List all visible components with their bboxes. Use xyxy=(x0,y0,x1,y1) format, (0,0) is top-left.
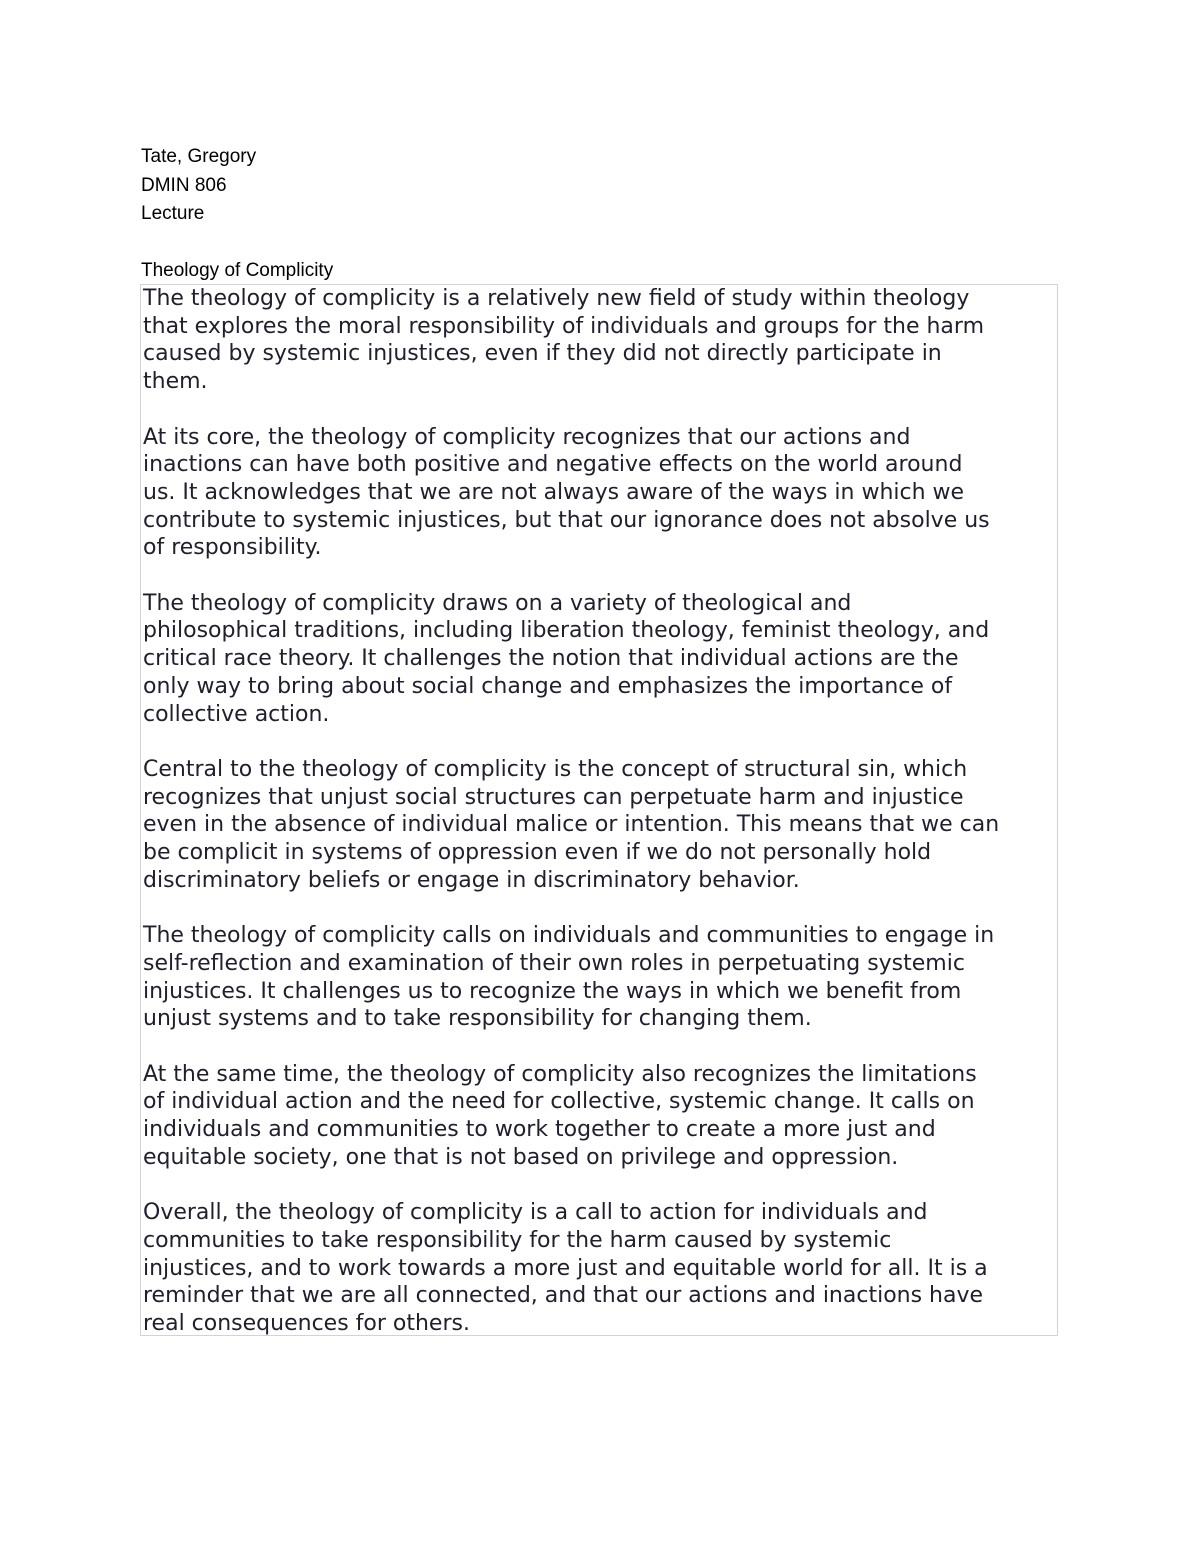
paragraph-line: unjust systems and to take responsibility for changing them. xyxy=(143,1006,812,1032)
paragraph-line: At its core, the theology of complicity recognizes that our actions and xyxy=(143,424,911,450)
paragraph-line: individuals and communities to work together to create a more just and xyxy=(143,1117,936,1143)
paragraph-line: recognizes that unjust social structures can perpetuate harm and injustice xyxy=(143,784,964,810)
paragraph-line: injustices. It challenges us to recognize the ways in which we benefit from xyxy=(143,978,962,1004)
paragraph-line: The theology of complicity is a relatively new field of study within theology xyxy=(143,286,970,311)
paragraph-line: only way to bring about social change and emphasizes the importance of xyxy=(143,673,953,699)
paragraph-line: contribute to systemic injustices, but that our ignorance does not absolve us xyxy=(143,507,990,533)
body-paragraph xyxy=(143,285,1057,396)
paragraph-line: The theology of complicity calls on individuals and communities to engage in xyxy=(143,923,995,949)
body-paragraph xyxy=(143,922,1057,1033)
paragraph-line: even in the absence of individual malice or intention. This means that we can xyxy=(143,812,1000,838)
body-paragraph xyxy=(143,1199,1057,1336)
paragraph-line: of individual action and the need for collective, systemic change. It calls on xyxy=(143,1089,975,1115)
body-paragraph xyxy=(143,1061,1057,1172)
paragraph-line: inactions can have both positive and negative effects on the world around xyxy=(143,452,963,478)
paragraph-line: that explores the moral responsibility of individuals and groups for the harm xyxy=(143,313,984,339)
paragraph-line: Overall, the theology of complicity is a call to action for individuals and xyxy=(143,1200,928,1226)
paragraph-line: At the same time, the theology of complicity also recognizes the limitations xyxy=(143,1061,977,1087)
paragraph-line: reminder that we are all connected, and that our actions and inactions have xyxy=(143,1283,984,1309)
body-paragraph xyxy=(143,590,1057,729)
paragraph-line: The theology of complicity draws on a variety of theological and xyxy=(143,590,852,616)
body-text-box xyxy=(140,284,1058,1336)
body-paragraph xyxy=(143,756,1057,895)
paragraph-line: equitable society, one that is not based on privilege and oppression. xyxy=(143,1144,899,1170)
paragraph-line: communities to take responsibility for the harm caused by systemic xyxy=(143,1227,892,1253)
document-type: Lecture xyxy=(141,203,205,224)
author-name: Tate, Gregory xyxy=(141,146,257,167)
paragraph-line: critical race theory. It challenges the notion that individual actions are the xyxy=(143,646,959,672)
paragraph-line: philosophical traditions, including liberation theology, feminist theology, and xyxy=(143,618,990,644)
paragraph-line: real consequences for others. xyxy=(143,1310,470,1336)
paragraph-line: injustices, and to work towards a more just and equitable world for all. It is a xyxy=(143,1255,988,1281)
paragraph-line: Central to the theology of complicity is the concept of structural sin, which xyxy=(143,756,968,782)
paragraph-line: discriminatory beliefs or engage in discriminatory behavior. xyxy=(143,867,800,893)
paragraph-line: us. It acknowledges that we are not always aware of the ways in which we xyxy=(143,479,965,505)
paragraph-line: collective action. xyxy=(143,701,330,727)
paragraph-line: them. xyxy=(143,369,208,395)
paragraph-line: be complicit in systems of oppression even if we do not personally hold xyxy=(143,840,932,866)
paragraph-line: self-reflection and examination of their own roles in perpetuating systemic xyxy=(143,950,965,976)
paragraph-line: of responsibility. xyxy=(143,535,322,561)
body-paragraph xyxy=(143,424,1057,563)
document-header xyxy=(141,143,256,229)
course-code: DMIN 806 xyxy=(141,174,227,196)
paragraph-line: caused by systemic injustices, even if they did not directly participate in xyxy=(143,341,942,367)
document-title: Theology of Complicity xyxy=(141,260,334,281)
